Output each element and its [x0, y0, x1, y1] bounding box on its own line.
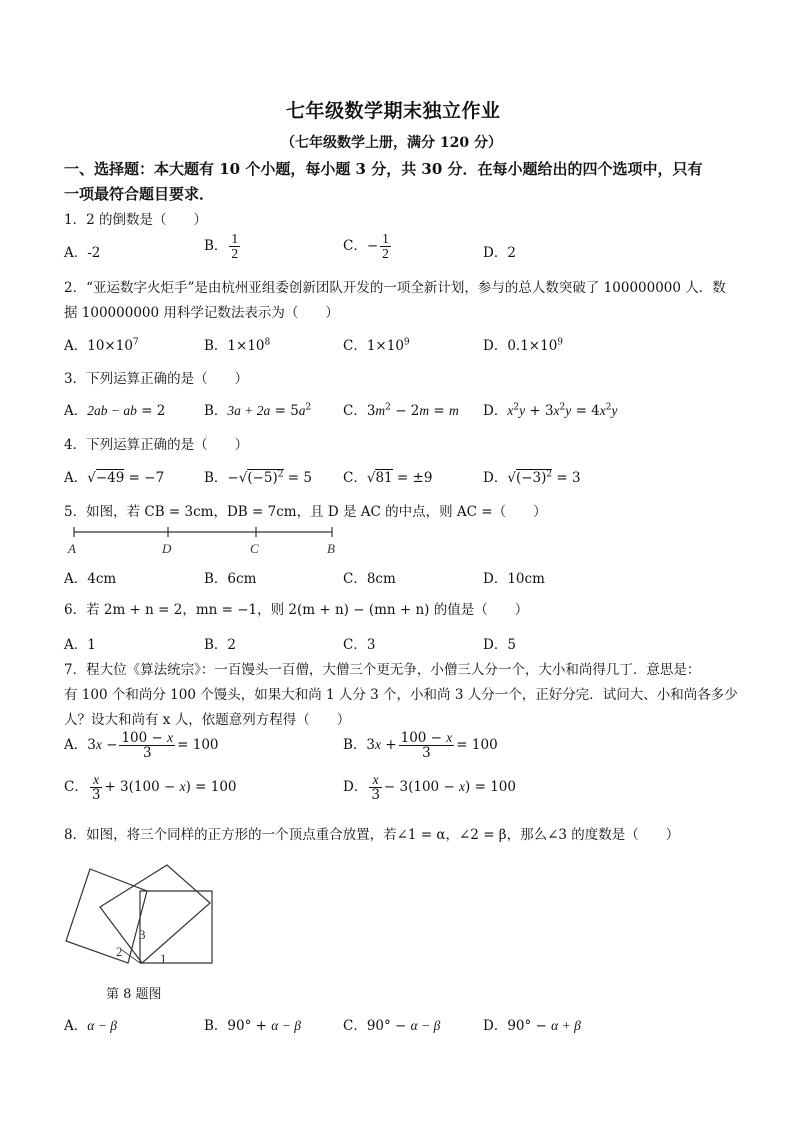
q6-option-d: D．5	[483, 637, 516, 653]
figure-8-caption: 第 8 题图	[106, 987, 162, 1002]
q3-option-a: A．2ab − ab = 2	[64, 403, 166, 419]
q5-segment-figure	[62, 524, 352, 558]
question-2-stem-line1: 2．“亚运数字火炬手”是由杭州亚组委创新团队开发的一项全新计划，参与的总人数突破了 100000000 人．数	[64, 280, 726, 296]
q3-option-d: D．$x^2y + 3x^2y = 4x^2y$	[483, 402, 618, 419]
q8-squares-figure	[62, 855, 222, 973]
q4-option-b: B．$-√(-5)^2 = 5$	[204, 469, 312, 486]
point-label-d: D	[162, 541, 172, 556]
q1-option-a: A．-2	[64, 245, 101, 261]
q5-option-c: C．8cm	[343, 571, 396, 587]
angle-label-2: 2	[116, 944, 123, 959]
q1-option-d: D．2	[483, 245, 516, 261]
q2-option-b: B．$1\times 10^8$	[204, 337, 271, 354]
angle-label-3: 3	[139, 927, 146, 942]
question-1-stem: 1．2 的倒数是（ ）	[64, 212, 207, 228]
q2-option-c: C．$1\times 10^9$	[343, 337, 410, 354]
q1-option-c: C．− $\frac{1}{2}$	[343, 231, 389, 262]
point-label-a: A	[68, 541, 76, 556]
q3-option-b: B．$3a + 2a = 5a^2$	[204, 402, 312, 419]
question-8-stem: 8．如图，将三个同样的正方形的一个顶点重合放置，若∠1 = α，∠2 = β，那么∠3 的度数是（ ）	[64, 827, 680, 843]
q7-option-d: D． $\frac{x}{3}$ − 3(100 − x) = 100	[343, 772, 516, 804]
q5-option-a: A．4cm	[64, 571, 117, 587]
question-6-stem: 6．若 2m + n = 2，mn = −1，则 2(m + n) − (mn + n) 的值是（ ）	[64, 602, 529, 618]
q1-option-b: B． $\frac{1}{2}$	[204, 231, 239, 262]
q7-option-b: B．3x + $\frac{100 - x}{3}$ = 100	[343, 730, 498, 762]
question-7-stem-line2: 有 100 个和尚分 100 个馒头，如果大和尚 1 人分 3 个，小和尚 3 人分一个，正好分完．试问大、小和尚各多少	[64, 687, 738, 703]
section-heading-line1: 一、选择题：本大题有 10 个小题，每小题 3 分，共 30 分．在每小题给出的四个选项中，只有	[64, 160, 703, 178]
point-label-b: B	[327, 541, 335, 556]
page-subtitle: （七年级数学上册，满分 120 分）	[281, 135, 502, 151]
q5-option-b: B．6cm	[204, 571, 257, 587]
q6-option-c: C．3	[343, 637, 376, 653]
section-heading-line2: 一项最符合题目要求．	[64, 185, 215, 203]
q3-option-c: C．$3m^2 - 2m = m$	[343, 402, 459, 419]
q4-option-a: A．√−49 = −7	[64, 470, 165, 486]
question-4-stem: 4．下列运算正确的是（ ）	[64, 437, 249, 453]
q8-option-b: B．90° + α − β	[204, 1018, 301, 1034]
question-7-stem-line1: 7．程大位《算法统宗》：一百馒头一百僧，大僧三个更无争，小僧三人分一个，大小和尚得几丁．意思是：	[64, 662, 701, 678]
q7-option-c: C． $\frac{x}{3}$ + 3(100 − x) = 100	[64, 772, 237, 804]
point-label-c: C	[250, 541, 259, 556]
q5-option-d: D．10cm	[483, 571, 545, 587]
angle-label-1: 1	[160, 951, 167, 966]
page-title: 七年级数学期末独立作业	[286, 100, 501, 122]
q8-option-c: C．90° − α − β	[343, 1018, 441, 1034]
q6-option-a: A．1	[64, 637, 96, 653]
question-5-stem: 5．如图，若 CB = 3cm，DB = 7cm，且 D 是 AC 的中点，则 AC =（ ）	[64, 504, 547, 520]
q2-option-a: A．$10\times 10^7$	[64, 337, 139, 354]
q8-option-a: A．α − β	[64, 1018, 117, 1034]
q4-option-c: C．√81 = ±9	[343, 470, 433, 486]
q6-option-b: B．2	[204, 637, 237, 653]
q7-option-a: A．3x − $\frac{100 - x}{3}$ = 100	[64, 730, 219, 762]
q8-option-d: D．90° − α + β	[483, 1018, 581, 1034]
question-3-stem: 3．下列运算正确的是（ ）	[64, 371, 249, 387]
q2-option-d: D．$0.1\times 10^9$	[483, 337, 564, 354]
question-7-stem-line3: 人？设大和尚有 x 人，依题意列方程得（ ）	[64, 712, 351, 728]
question-2-stem-line2: 据 100000000 用科学记数法表示为（ ）	[64, 305, 339, 321]
q4-option-d: D．$√(-3)^2 = 3$	[483, 469, 581, 486]
